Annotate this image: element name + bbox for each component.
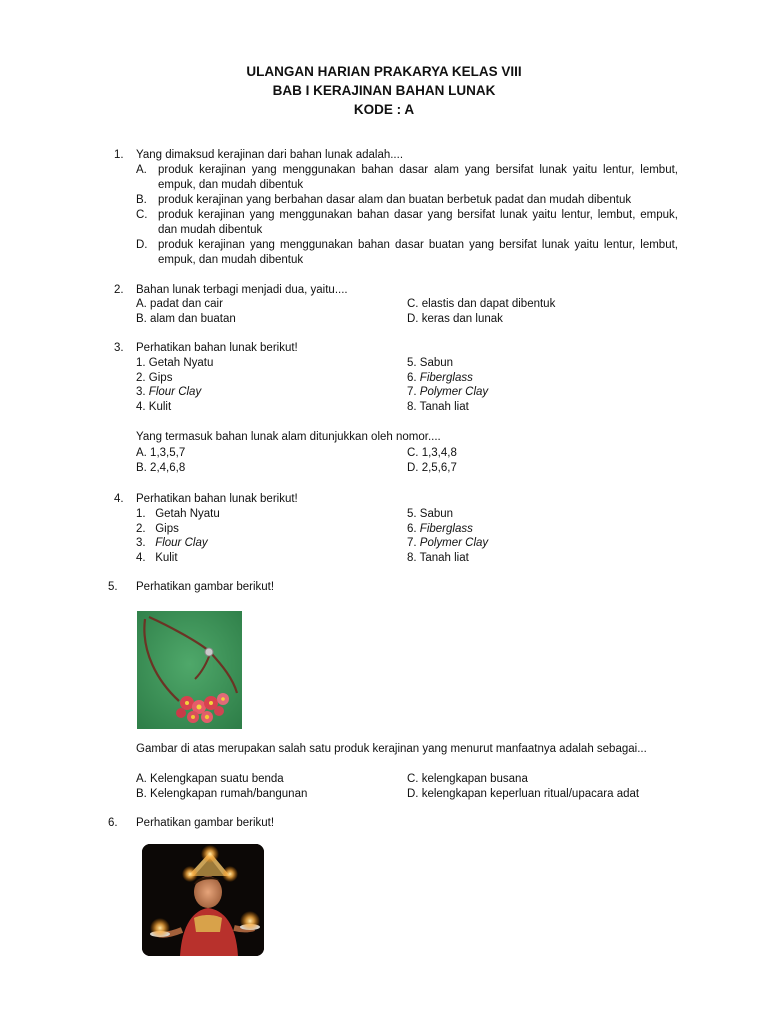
q1-option-d-text: produk kerajinan yang menggunakan bahan dasar buatan yang bersifat lunak yaitu lentur, lembut, empuk, dan mudah dibentuk: [158, 239, 678, 266]
title-line-3: KODE : A: [353, 102, 415, 117]
q4-question: Perhatikan bahan lunak berikut!: [136, 493, 298, 505]
q2-option-b: B. alam dan buatan: [136, 313, 236, 325]
q3-item-3: 3. Flour Clay: [136, 386, 202, 398]
q1-option-a-letter: A.: [136, 164, 147, 176]
q3-item-2: 2. Gips: [136, 372, 173, 384]
q5-option-d: D. kelengkapan keperluan ritual/upacara adat: [407, 788, 640, 800]
necklace-photo: [137, 611, 242, 729]
q4-number: 4.: [114, 493, 124, 505]
q3-option-c: C. 1,3,4,8: [407, 447, 457, 459]
title-line-2: BAB I KERAJINAN BAHAN LUNAK: [272, 83, 496, 98]
q3-option-d: D. 2,5,6,7: [407, 462, 457, 474]
title-line-1: ULANGAN HARIAN PRAKARYA KELAS VIII: [246, 64, 522, 79]
q2-option-a: A. padat dan cair: [136, 298, 223, 310]
necklace-image: [137, 611, 242, 729]
q4-item-3: 3. Flour Clay: [136, 537, 208, 549]
q5-number: 5.: [108, 581, 118, 593]
dancer-photo: [142, 844, 264, 956]
q5-option-c: C. kelengkapan busana: [407, 773, 528, 785]
q1-option-b-text: produk kerajinan yang berbahan dasar alam dan buatan berbetuk padat dan mudah dibentuk: [158, 194, 632, 206]
q5-option-a: A. Kelengkapan suatu benda: [136, 773, 284, 785]
q3-number: 3.: [114, 342, 124, 354]
dancer-image: [142, 844, 264, 956]
q3-item-1: 1. Getah Nyatu: [136, 357, 214, 369]
q3-prompt: Yang termasuk bahan lunak alam ditunjukkan oleh nomor....: [136, 431, 441, 443]
q4-item-5: 5. Sabun: [407, 508, 454, 520]
q1-number: 1.: [114, 149, 124, 161]
q3-option-b: B. 2,4,6,8: [136, 462, 186, 474]
q2-question: Bahan lunak terbagi menjadi dua, yaitu....: [136, 284, 348, 296]
q4-item-7: 7. Polymer Clay: [407, 537, 489, 549]
q4-item-8: 8. Tanah liat: [407, 552, 469, 564]
q3-item-5: 5. Sabun: [407, 357, 454, 369]
q1-option-c-letter: C.: [136, 209, 148, 221]
q5-question: Perhatikan gambar berikut!: [136, 581, 275, 593]
q2-number: 2.: [114, 284, 124, 296]
q1-option-c-text: produk kerajinan yang menggunakan bahan dasar yang bersifat lunak yaitu lentur, lembut, empuk, dan mudah dibentuk: [158, 209, 678, 236]
q5-prompt: Gambar di atas merupakan salah satu produk kerajinan yang menurut manfaatnya adalah sebagai...: [136, 743, 647, 755]
q3-question: Perhatikan bahan lunak berikut!: [136, 342, 298, 354]
q4-item-1: 1. Getah Nyatu: [136, 508, 220, 520]
q3-item-6: 6. Fiberglass: [407, 372, 473, 384]
q6-question: Perhatikan gambar berikut!: [136, 817, 275, 829]
q3-item-4: 4. Kulit: [136, 401, 172, 413]
q4-item-6: 6. Fiberglass: [407, 523, 473, 535]
q6-number: 6.: [108, 817, 118, 829]
q5-option-b: B. Kelengkapan rumah/bangunan: [136, 788, 308, 800]
q3-item-8: 8. Tanah liat: [407, 401, 469, 413]
q3-option-a: A. 1,3,5,7: [136, 447, 186, 459]
q4-item-2: 2. Gips: [136, 523, 179, 535]
q1-option-d-letter: D.: [136, 239, 148, 251]
q1-question: Yang dimaksud kerajinan dari bahan lunak adalah....: [136, 149, 404, 161]
q2-option-c: C. elastis dan dapat dibentuk: [407, 298, 556, 310]
q1-option-a-text: produk kerajinan yang menggunakan bahan dasar alam yang bersifat lunak yaitu lentur, lembut, empuk, dan mudah dibentuk: [158, 164, 678, 191]
q4-item-4: 4. Kulit: [136, 552, 178, 564]
q2-option-d: D. keras dan lunak: [407, 313, 503, 325]
q3-item-7: 7. Polymer Clay: [407, 386, 489, 398]
q1-option-b-letter: B.: [136, 194, 147, 206]
